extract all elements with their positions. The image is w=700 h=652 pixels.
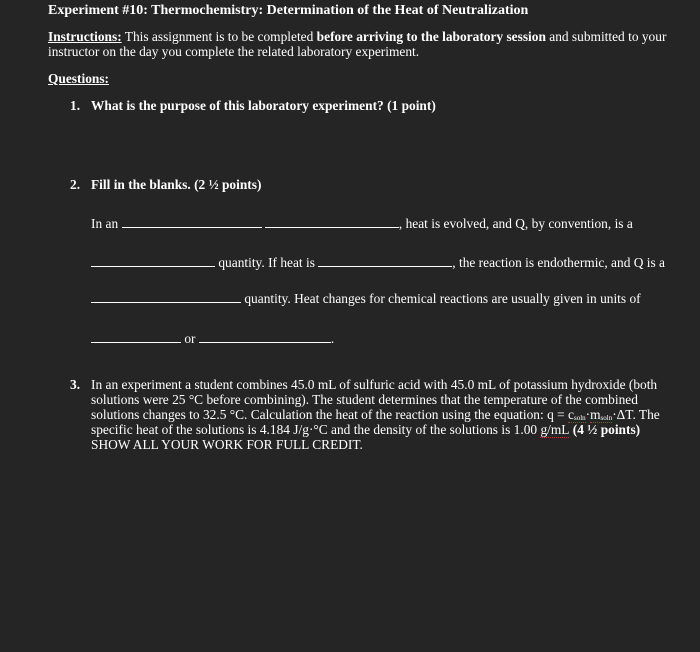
blank-2b[interactable] xyxy=(318,255,452,267)
mass-symbol: msoln xyxy=(590,407,613,422)
fill-line-1-start: In an xyxy=(91,216,119,231)
specific-heat-symbol: csoln xyxy=(568,407,586,422)
question-3-text-2: ΔT. The specific heat of the solutions is 4.184 J/g·°C and the density of the solutions is 1.00 xyxy=(91,407,660,437)
question-3-text: In an experiment a student combines 45.0 mL of sulfuric acid with 45.0 mL of potassium hydroxide (both solutions were 25 °C before combining). The student determines that the temperature of the combined solutions changes to 32.5 °C. Calculation the heat of the reaction using the equation: q = csoln·msoln·ΔT. The specific heat of the solutions is 4.184 J/g·°C and the density of the solutions is 1.00 g/mL (4 ½ points) SHOW ALL YOUR WORK FOR FULL CREDIT. xyxy=(91,377,660,452)
questions-heading: Questions: xyxy=(48,71,110,86)
fill-line-2-end: , the reaction is endothermic, and Q is a xyxy=(452,255,665,270)
instructions-text-2: and submitted to your instructor on the day you complete the related laboratory experiment. xyxy=(48,29,667,59)
question-2-text: Fill in the blanks. (2 ½ points) xyxy=(91,177,262,192)
page-title: Experiment #10: Thermochemistry: Determination of the Heat of Neutralization xyxy=(48,3,529,18)
fill-line-1 xyxy=(91,216,633,231)
blank-1a[interactable] xyxy=(122,216,262,228)
question-3-points: (4 ½ points) xyxy=(569,422,641,437)
question-1-number: 1. xyxy=(70,98,81,113)
question-3-text-1: In an experiment a student combines 45.0 mL of sulfuric acid with 45.0 mL of potassium hydroxide (both solutions were 25 °C before combining). The student determines that the temperature of the combined solutions changes to 32.5 °C. Calculation the heat of the reaction using the equation: q = xyxy=(91,377,658,422)
instructions-label: Instructions: xyxy=(48,29,122,44)
instructions-bold: before arriving to the laboratory session xyxy=(316,29,546,44)
blank-4a[interactable] xyxy=(91,331,181,343)
blank-3a[interactable] xyxy=(91,291,241,303)
fill-line-4-end: . xyxy=(330,331,335,346)
fill-line-2 xyxy=(91,255,665,270)
fill-line-4-or: or xyxy=(184,331,196,346)
fill-line-3 xyxy=(91,291,641,306)
mass-subscript: soln xyxy=(600,414,613,422)
question-1-text: What is the purpose of this laboratory experiment? (1 point) xyxy=(91,98,436,113)
fill-line-3-end: quantity. Heat changes for chemical reactions are usually given in units of xyxy=(244,291,641,306)
density-unit: g/mL xyxy=(540,422,570,437)
question-3-instruction: SHOW ALL YOUR WORK FOR FULL CREDIT. xyxy=(91,437,363,452)
instructions-paragraph xyxy=(48,29,668,59)
blank-1b[interactable] xyxy=(265,216,399,228)
question-2-number: 2. xyxy=(70,177,81,192)
specific-heat-subscript: soln xyxy=(573,414,586,422)
fill-line-1-end: , heat is evolved, and Q, by convention, is a xyxy=(398,216,633,231)
fill-line-4 xyxy=(91,331,334,346)
question-3-number: 3. xyxy=(70,377,81,392)
blank-4b[interactable] xyxy=(199,331,331,343)
fill-line-2-middle: quantity. If heat is xyxy=(218,255,315,270)
blank-2a[interactable] xyxy=(91,255,215,267)
instructions-text-1: This assignment is to be completed xyxy=(121,29,317,44)
